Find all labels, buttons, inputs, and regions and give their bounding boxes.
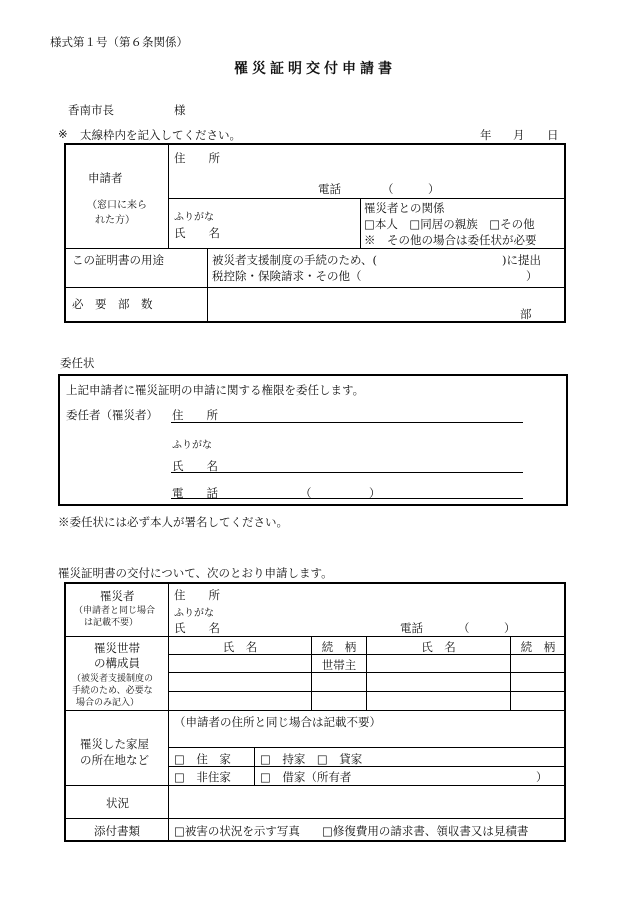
honorific: 様 <box>174 103 186 117</box>
tenure-leased-end: ） <box>536 770 548 784</box>
relation-options[interactable]: □本人 □同居の親族 □その他 <box>364 217 535 231</box>
victim-address-label: 住 所 <box>174 588 220 602</box>
purpose-label: この証明書の用途 <box>72 253 164 267</box>
proxy-phone-line[interactable] <box>171 498 523 499</box>
attach-invoice[interactable]: □修復費用の請求書、領収書又は見積書 <box>322 824 529 838</box>
date-month: 月 <box>513 128 525 142</box>
proxy-name-label: 氏 名 <box>172 459 218 473</box>
location-label-1: 罹災した家屋 <box>80 737 149 751</box>
applicant-name-label: 氏 名 <box>174 226 220 240</box>
note-mark: ※ <box>58 127 68 141</box>
form-number: 様式第１号（第６条関係） <box>50 35 188 49</box>
household-label-2: の構成員 <box>94 656 140 670</box>
tenure-leased[interactable]: □ 借家（所有者 <box>260 770 352 784</box>
attach-photo[interactable]: □被害の状況を示す写真 <box>174 824 300 838</box>
proxy-statement: 上記申請者に罹災証明の申請に関する権限を委任します。 <box>66 383 365 397</box>
victim-label: 罹災者 <box>100 589 135 603</box>
applicant-note-2: れた方） <box>95 215 135 226</box>
proxy-phone-label: 電 話 <box>172 486 218 500</box>
house-type-residential[interactable]: □ 住 家 <box>174 752 231 766</box>
note-text: 太線枠内を記入してください。 <box>80 128 241 142</box>
applicant-note-1: （窓口に来ら <box>87 200 147 211</box>
applicant-label: 申請者 <box>88 171 123 185</box>
applicant-furigana: ふりがな <box>174 212 214 223</box>
applicant-phone-label: 電話 <box>318 182 341 196</box>
victim-furigana: ふりがな <box>174 608 214 619</box>
relation-note: ※ その他の場合は委任状が必要 <box>364 233 537 247</box>
purpose-line2-start: 税控除・保険請求・その他（ <box>212 269 362 283</box>
proxy-furigana: ふりがな <box>172 440 212 451</box>
victim-note-1: （申請者と同じ場合 <box>74 606 156 616</box>
proxy-name-line[interactable] <box>171 472 523 473</box>
household-note-1: （被災者支援制度の <box>72 674 154 684</box>
location-label-2: の所在地など <box>80 753 149 767</box>
attachments-label: 添付書類 <box>94 824 140 838</box>
household-note-3: 場合のみ記入） <box>76 698 140 708</box>
copies-label: 必 要 部 数 <box>72 297 153 311</box>
proxy-address-line[interactable] <box>171 422 523 423</box>
copies-unit: 部 <box>520 307 532 321</box>
col-relation-1: 続 柄 <box>321 640 357 654</box>
date-year: 年 <box>480 128 492 142</box>
location-note: （申請者の住所と同じ場合は記載不要） <box>174 715 381 729</box>
proxy-heading: 委任状 <box>60 356 95 370</box>
head-of-household: 世帯主 <box>321 658 357 672</box>
page-title: 罹災証明交付申請書 <box>234 61 396 77</box>
relation-label: 罹災者との関係 <box>364 201 445 215</box>
household-note-2: 手続のため、必要な <box>72 686 153 696</box>
delegator-label: 委任者（罹災者） <box>66 408 158 422</box>
purpose-line1-end: )に提出 <box>502 253 541 267</box>
applicant-address-label: 住 所 <box>174 151 220 165</box>
victim-phone-label: 電話 <box>400 621 423 635</box>
proxy-footnote: ※委任状には必ず本人が署名してください。 <box>58 515 288 529</box>
purpose-line2-end: ） <box>526 269 538 283</box>
request-lead: 罹災証明書の交付について、次のとおり申請します。 <box>58 566 333 580</box>
col-relation-2: 続 柄 <box>520 640 556 654</box>
household-label-1: 罹災世帯 <box>94 641 140 655</box>
date-day: 日 <box>547 128 559 142</box>
proxy-address-label: 住 所 <box>172 408 218 422</box>
status-label: 状況 <box>106 796 129 810</box>
victim-name-label: 氏 名 <box>174 621 220 635</box>
purpose-line1-start: 被災者支援制度の手続のため、( <box>212 253 378 267</box>
victim-phone-paren[interactable]: （ ） <box>458 621 516 635</box>
addressee: 香南市長 <box>68 103 114 117</box>
proxy-phone-paren[interactable]: （ ） <box>300 486 381 500</box>
tenure-own-rent[interactable]: □ 持家 □ 貸家 <box>260 752 363 766</box>
col-name-1: 氏 名 <box>222 640 258 654</box>
applicant-phone-paren[interactable]: （ ） <box>382 182 440 196</box>
victim-note-2: は記載不要） <box>84 618 139 628</box>
col-name-2: 氏 名 <box>421 640 456 654</box>
house-type-nonresidential[interactable]: □ 非住家 <box>174 770 231 784</box>
